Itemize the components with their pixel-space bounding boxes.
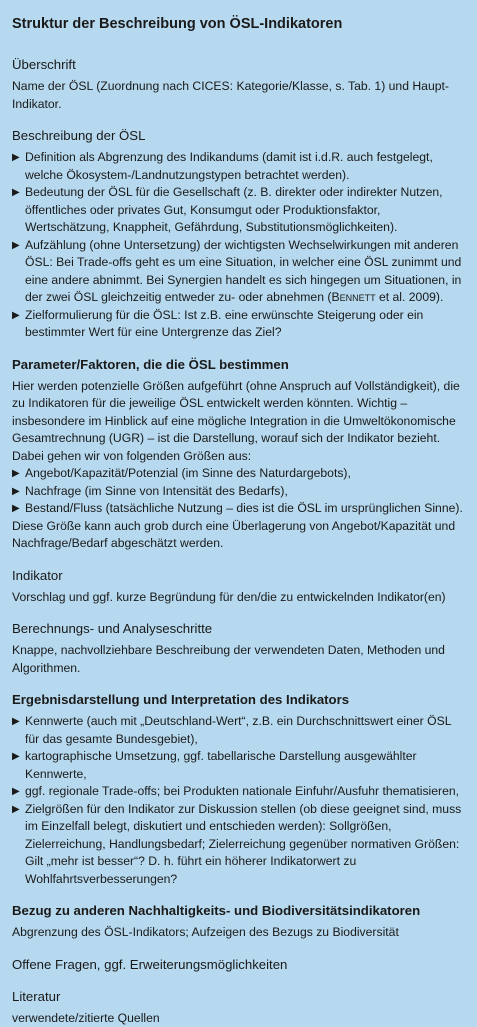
list-item-text: et al. 2009). (376, 290, 444, 304)
triangle-right-icon: ▶ (12, 500, 20, 518)
list-item (12, 801, 465, 889)
triangle-right-icon: ▶ (12, 184, 20, 202)
triangle-right-icon: ▶ (12, 483, 20, 501)
section-heading: Indikator (12, 567, 465, 585)
triangle-right-icon: ▶ (12, 237, 20, 255)
section-heading: Beschreibung der ÖSL (12, 127, 465, 145)
triangle-right-icon: ▶ (12, 783, 20, 801)
citation-author: Bennett (331, 290, 375, 304)
triangle-right-icon: ▶ (12, 465, 20, 483)
list-item (12, 713, 465, 748)
list-item (12, 237, 465, 307)
section-beschreibung (12, 127, 465, 342)
section-heading: Überschrift (12, 56, 465, 74)
section-indikator (12, 567, 465, 607)
list-item (12, 500, 465, 518)
list-item-text: Bedeutung der ÖSL für die Gesellschaft (z. B. direkter oder indirekter Nutzen, öffentliches oder privates Gut, Konsumgut oder Produktionsfaktor, Wertschätzung, Knappheit, Gefährdung, Substitutionsmöglichkeiten). (25, 185, 443, 234)
section-text: Name der ÖSL (Zuordnung nach CICES: Kategorie/Klasse, s. Tab. 1) und Haupt-Indikator. (12, 78, 465, 113)
list-item-text: Angebot/Kapazität/Potenzial (im Sinne des Naturdargebots), (25, 466, 351, 480)
section-berechnung (12, 620, 465, 677)
list-item (12, 483, 465, 501)
list-item-text: Aufzählung (ohne Untersetzung) der wichtigsten Wechselwirkungen mit anderen ÖSL: Bei Trade-offs geht es um eine Situation, in welcher eine ÖSL zunimmt und eine andere abnimmt. Bei Synergien handelt es sich hingegen um Situationen, in der zwei ÖSL gleichzeitig entweder zu- oder abnehmen ( (25, 238, 461, 305)
section-text: Vorschlag und ggf. kurze Begründung für den/die zu entwickelnden Indikator(en) (12, 589, 465, 607)
list-item (12, 184, 465, 237)
section-literatur (12, 988, 465, 1027)
box-title: Struktur der Beschreibung von ÖSL-Indikatoren (12, 14, 465, 34)
list-item (12, 149, 465, 184)
section-heading: Ergebnisdarstellung und Interpretation des Indikators (12, 691, 465, 709)
section-bezug (12, 902, 465, 942)
section-heading: Parameter/Faktoren, die die ÖSL bestimmen (12, 356, 465, 374)
section-heading: Berechnungs- und Analyseschritte (12, 620, 465, 638)
triangle-right-icon: ▶ (12, 149, 20, 167)
section-ergebnis (12, 691, 465, 888)
section-text: Knappe, nachvollziehbare Beschreibung der verwendeten Daten, Methoden und Algorithmen. (12, 642, 465, 677)
list-item-text: ggf. regionale Trade-offs; bei Produkten nationale Einfuhr/Ausfuhr thematisieren, (25, 784, 459, 798)
section-parameter (12, 356, 465, 553)
list-item-text: Zielformulierung für die ÖSL: Ist z.B. eine erwünschte Steigerung oder ein bestimmter Wert für eine Untergrenze das Ziel? (25, 308, 423, 340)
list-item (12, 307, 465, 342)
section-text: Hier werden potenzielle Größen aufgeführt (ohne Anspruch auf Vollständigkeit), die zu Indikatoren für die jeweilige ÖSL entwickelt werden könnten. Wichtig – insbesondere im Hinblick auf eine mögliche Integration in die Umweltökonomische Gesamtrechnung (UGR) – ist die Darstellung, worauf sich der Indikator bezieht. Dabei gehen wir von folgenden Größen aus: (12, 378, 465, 466)
list-item-text: Bestand/Fluss (tatsächliche Nutzung – dies ist die ÖSL im ursprünglichen Sinne). (25, 501, 463, 515)
section-offene-fragen (12, 956, 465, 974)
section-text: verwendete/zitierte Quellen (12, 1010, 465, 1027)
triangle-right-icon: ▶ (12, 801, 20, 819)
section-heading: Bezug zu anderen Nachhaltigkeits- und Biodiversitätsindikatoren (12, 902, 465, 920)
section-heading: Offene Fragen, ggf. Erweiterungsmöglichkeiten (12, 956, 465, 974)
list-item (12, 783, 465, 801)
section-text: Diese Größe kann auch grob durch eine Überlagerung von Angebot/Kapazität und Nachfrage/Bedarf abgeschätzt werden. (12, 518, 465, 553)
section-heading: Literatur (12, 988, 465, 1006)
section-ueberschrift (12, 56, 465, 113)
list-item-text: Kennwerte (auch mit „Deutschland-Wert“, z.B. ein Durchschnittswert einer ÖSL für das gesamte Bundesgebiet), (25, 714, 451, 746)
list-item-text: kartographische Umsetzung, ggf. tabellarische Darstellung ausgewählter Kennwerte, (25, 749, 417, 781)
triangle-right-icon: ▶ (12, 748, 20, 766)
list-item (12, 748, 465, 783)
triangle-right-icon: ▶ (12, 307, 20, 325)
triangle-right-icon: ▶ (12, 713, 20, 731)
list-item-text: Zielgrößen für den Indikator zur Diskussion stellen (ob diese geeignet sind, muss im Einzelfall belegt, diskutiert und entschieden werden): Sollgrößen, Zielerreichung, Handlungsbedarf; Zielerreichung gegenüber normativen Größen: Gilt „mehr ist besser“? D. h. führt ein höherer Indikatorwert zu Wohlfahrtsverbesserungen? (25, 802, 461, 886)
section-text: Abgrenzung des ÖSL-Indikators; Aufzeigen des Bezugs zu Biodiversität (12, 924, 465, 942)
list-item (12, 465, 465, 483)
list-item-text: Definition als Abgrenzung des Indikandums (damit ist i.d.R. auch festgelegt, welche Ökosystem-/Landnutzungstypen betrachtet werden). (25, 150, 433, 182)
list-item-text: Nachfrage (im Sinne von Intensität des Bedarfs), (25, 484, 288, 498)
